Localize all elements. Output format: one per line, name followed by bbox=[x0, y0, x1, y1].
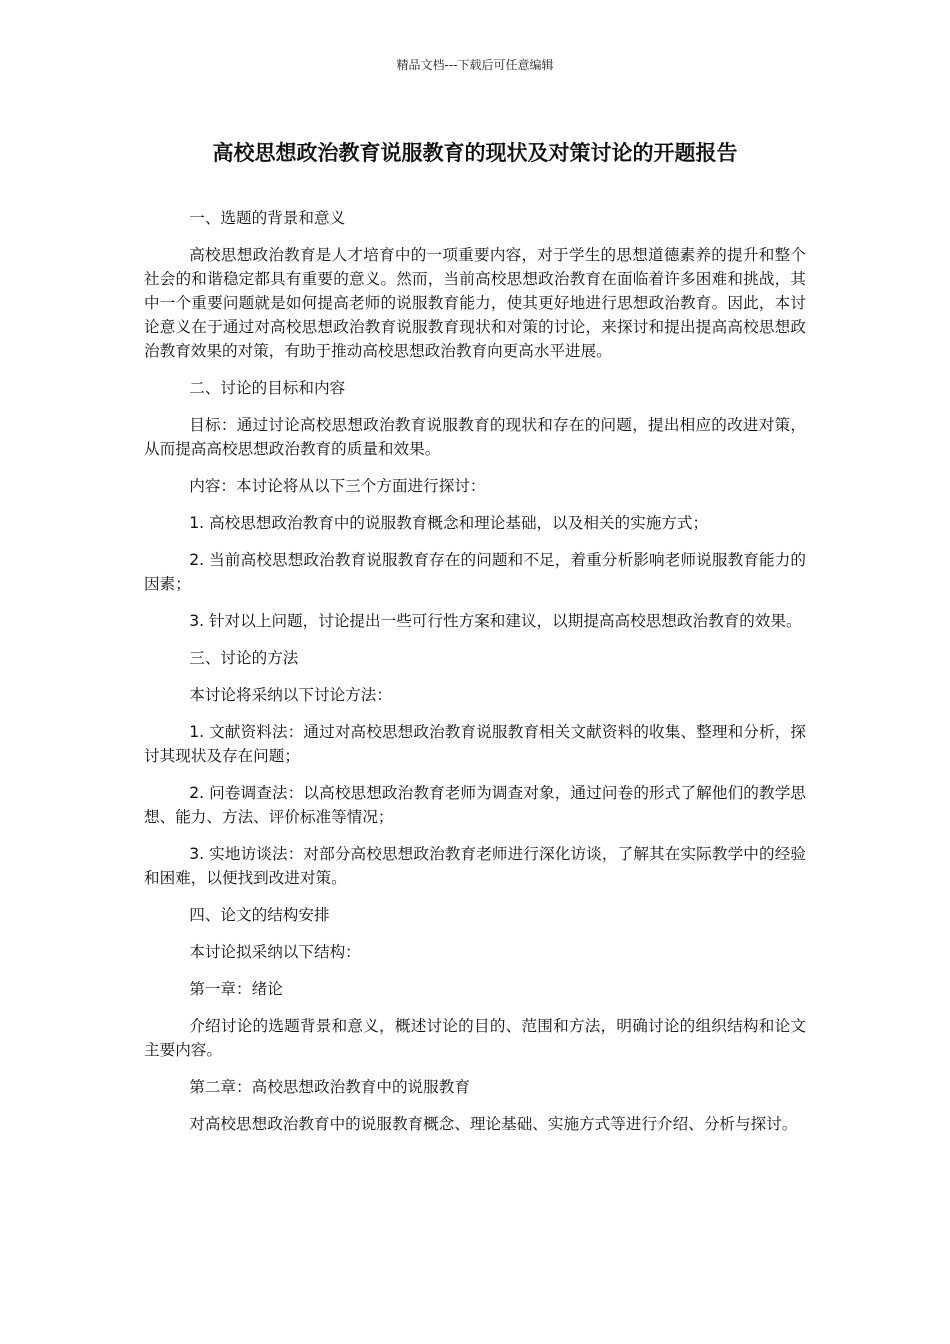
list-item: 3. 针对以上问题，讨论提出一些可行性方案和建议，以期提高高校思想政治教育的效果。 bbox=[189, 612, 802, 630]
list-item: 1. 文献资料法：通过对高校思想政治教育说服教育相关文献资料的收集、整理和分析，探讨其现状及存在问题； bbox=[144, 723, 806, 765]
body-paragraph: 内容：本讨论将从以下三个方面进行探讨： bbox=[189, 477, 486, 495]
section-heading-methods: 三、讨论的方法 bbox=[189, 649, 299, 667]
body-paragraph: 对高校思想政治教育中的说服教育概念、理论基础、实施方式等进行介绍、分析与探讨。 bbox=[189, 1115, 798, 1133]
body-paragraph: 介绍讨论的选题背景和意义，概述讨论的目的、范围和方法，明确讨论的组织结构和论文主要内容。 bbox=[144, 1017, 806, 1059]
body-paragraph: 目标：通过讨论高校思想政治教育说服教育的现状和存在的问题，提出相应的改进对策，从而提高高校思想政治教育的质量和效果。 bbox=[144, 416, 806, 458]
document-title: 高校思想政治教育说服教育的现状及对策讨论的开题报告 bbox=[212, 141, 738, 165]
section-heading-structure: 四、论文的结构安排 bbox=[189, 906, 330, 924]
body-paragraph: 本讨论拟采纳以下结构： bbox=[189, 943, 361, 961]
list-item: 2. 问卷调查法：以高校思想政治教育老师为调查对象，通过问卷的形式了解他们的教学思想、能力、方法、评价标准等情况； bbox=[144, 784, 806, 826]
section-heading-goals: 二、讨论的目标和内容 bbox=[189, 379, 346, 397]
chapter-heading: 第一章：绪论 bbox=[189, 980, 283, 998]
list-item: 3. 实地访谈法：对部分高校思想政治教育老师进行深化访谈，了解其在实际教学中的经验和困难，以便找到改进对策。 bbox=[144, 845, 806, 887]
chapter-heading: 第二章：高校思想政治教育中的说服教育 bbox=[189, 1078, 470, 1096]
body-paragraph: 高校思想政治教育是人才培育中的一项重要内容，对于学生的思想道德素养的提升和整个社会的和谐稳定都具有重要的意义。然而，当前高校思想政治教育在面临着许多困难和挑战，其中一个重要问题就是如何提高老师的说服教育能力，使其更好地进行思想政治教育。因此，本讨论意义在于通过对高校思想政治教育说服教育现状和对策的讨论，来探讨和提出提高高校思想政治教育效果的对策，有助于推动高校思想政治教育向更高水平进展。 bbox=[144, 246, 806, 360]
section-heading-background: 一、选题的背景和意义 bbox=[189, 209, 346, 227]
document-body bbox=[144, 206, 806, 1149]
list-item: 1. 高校思想政治教育中的说服教育概念和理论基础，以及相关的实施方式； bbox=[189, 514, 709, 532]
list-item: 2. 当前高校思想政治教育说服教育存在的问题和不足，着重分析影响老师说服教育能力的因素； bbox=[144, 551, 806, 593]
header-note: 精品文档---下载后可任意编辑 bbox=[396, 58, 554, 72]
body-paragraph: 本讨论将采纳以下讨论方法： bbox=[189, 686, 392, 704]
